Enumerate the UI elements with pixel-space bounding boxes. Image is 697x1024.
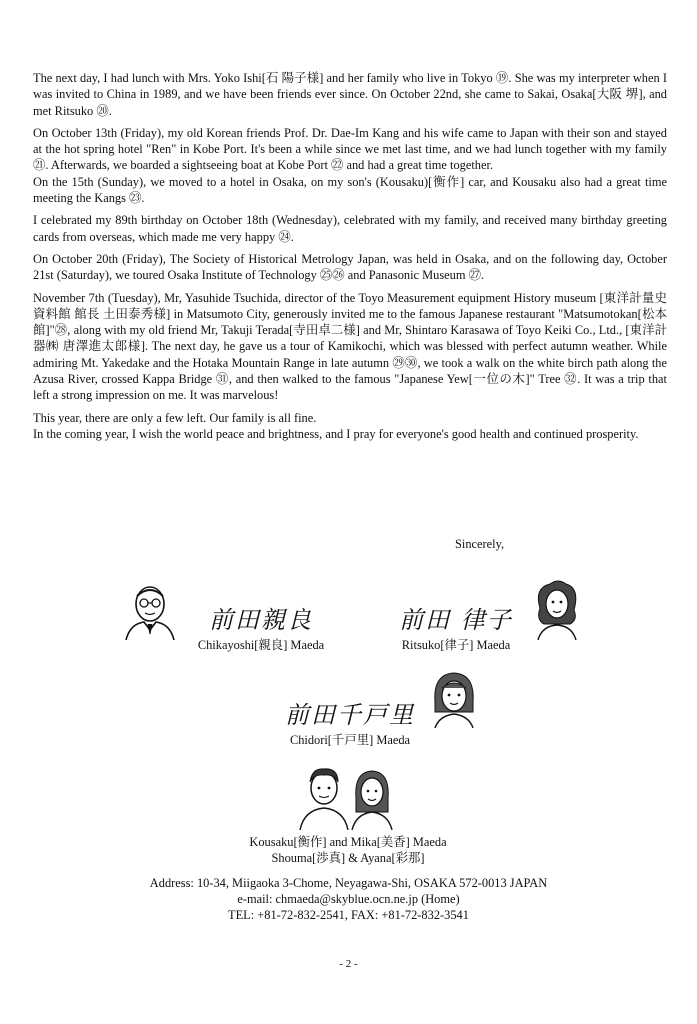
paragraph-year-end: This year, there are only a few left. Our family is all fine.	[33, 410, 317, 425]
paragraph-osaka-hotel: On the 15th (Sunday), we moved to a hotel in Osaka, on my son's (Kousaku)[衡作] car, and Kousaku also had a great time meeting the Kangs ㉓.	[33, 174, 667, 206]
portrait-woman-curly-icon	[532, 578, 582, 640]
postal-address: Address: 10-34, Miigaoka 3-Chome, Neyagawa-Shi, OSAKA 572-0013 JAPAN	[149, 876, 548, 890]
handwritten-name-chidori: 前田千戸里	[285, 701, 415, 729]
portrait-couple-icon	[294, 764, 400, 830]
closing-sincerely: Sincerely,	[455, 537, 505, 551]
printed-name-chikayoshi: Chikayoshi[親良] Maeda	[197, 638, 325, 652]
signature-chikayoshi	[176, 605, 346, 653]
paragraph-matsumoto-trip: November 7th (Tuesday), Mr, Yasuhide Tsuchida, director of the Toyo Measurement equipment History museum [東洋計量史資料館 館長 土田泰秀様] in Matsumoto City, generously invited me to the famous Japanese restaurant "Matsumotokan[松本館]"㉘, along with my old friend Mr, Takuji Terada[寺田卓二様] and Mr, Shintaro Karasawa of Toyo Keiki Co., Ltd., [東洋計器㈱ 唐澤進太郎様]. The next day, he gave us a tour of Kamikochi, which was blessed with perfect autumn weather. While admiring Mt. Yakedake and the Hotaka Mountain Range in late autumn ㉙㉚, we took a walk on the white birch path along the Azusa River, crossed Kappa Bridge ㉛, and then walked to the famous "Japanese Yew[一位の木]" Tree ㉜. It was a trip that left a strong impression on me. It was marvelous!	[33, 290, 667, 403]
printed-name-chidori: Chidori[千戸里] Maeda	[289, 733, 411, 747]
phone-fax: TEL: +81-72-832-2541, FAX: +81-72-832-3541	[228, 908, 469, 922]
paragraph-metrology-society: On October 20th (Friday), The Society of Historical Metrology Japan, was held in Osaka, and on the following day, October 21st (Saturday), we toured Osaka Institute of Technology ㉕㉖ and Panasonic Museum ㉗.	[33, 251, 667, 283]
email-address: e-mail: chmaeda@skyblue.ocn.ne.jp (Home)	[237, 892, 460, 906]
handwritten-name-ritsuko: 前田 律子	[399, 606, 513, 634]
paragraph-birthday: I celebrated my 89th birthday on October 18th (Wednesday), celebrated with my family, and received many birthday greeting cards from overseas, which made me very happy ㉔.	[33, 213, 667, 244]
letter-body	[33, 70, 667, 448]
handwritten-name-chikayoshi: 前田親良	[209, 606, 313, 634]
paragraph-lunch-yoko: The next day, I had lunch with Mrs. Yoko Ishi[石 陽子様] and her family who live in Tokyo ⑲. She was my interpreter when I was invited to China in 1989, and we have been friends ever since. On October 22nd, she came to Sakai, Osaka[大阪 堺], and met Ritsuko ⑳.	[33, 71, 667, 118]
signature-ritsuko	[382, 605, 530, 653]
portrait-woman-bob-icon	[429, 668, 479, 728]
signature-chidori	[268, 700, 432, 748]
printed-names-kousaku-mika: Kousaku[衡作] and Mika[美香] Maeda	[249, 835, 447, 849]
address-block	[0, 875, 697, 923]
signature-family	[198, 834, 498, 866]
paragraph-kang-visit: On October 13th (Friday), my old Korean friends Prof. Dr. Dae-Im Kang and his wife came to Japan with their son and stayed at the hot spring hotel "Ren" in Kobe Port. It's been a while since we met last time, and we had lunch together with my family ㉑. Afterwards, we boarded a sightseeing boat at Kobe Port ㉒ and had a great time together.	[33, 125, 667, 173]
printed-name-ritsuko: Ritsuko[律子] Maeda	[401, 638, 511, 652]
portrait-man-glasses-icon	[122, 582, 178, 642]
printed-names-shouma-ayana: Shouma[渉真] & Ayana[彩那]	[271, 851, 425, 865]
page-number: - 2 -	[339, 958, 358, 970]
paragraph-wishes: In the coming year, I wish the world peace and brightness, and I pray for everyone's good health and continued prosperity.	[33, 426, 639, 441]
